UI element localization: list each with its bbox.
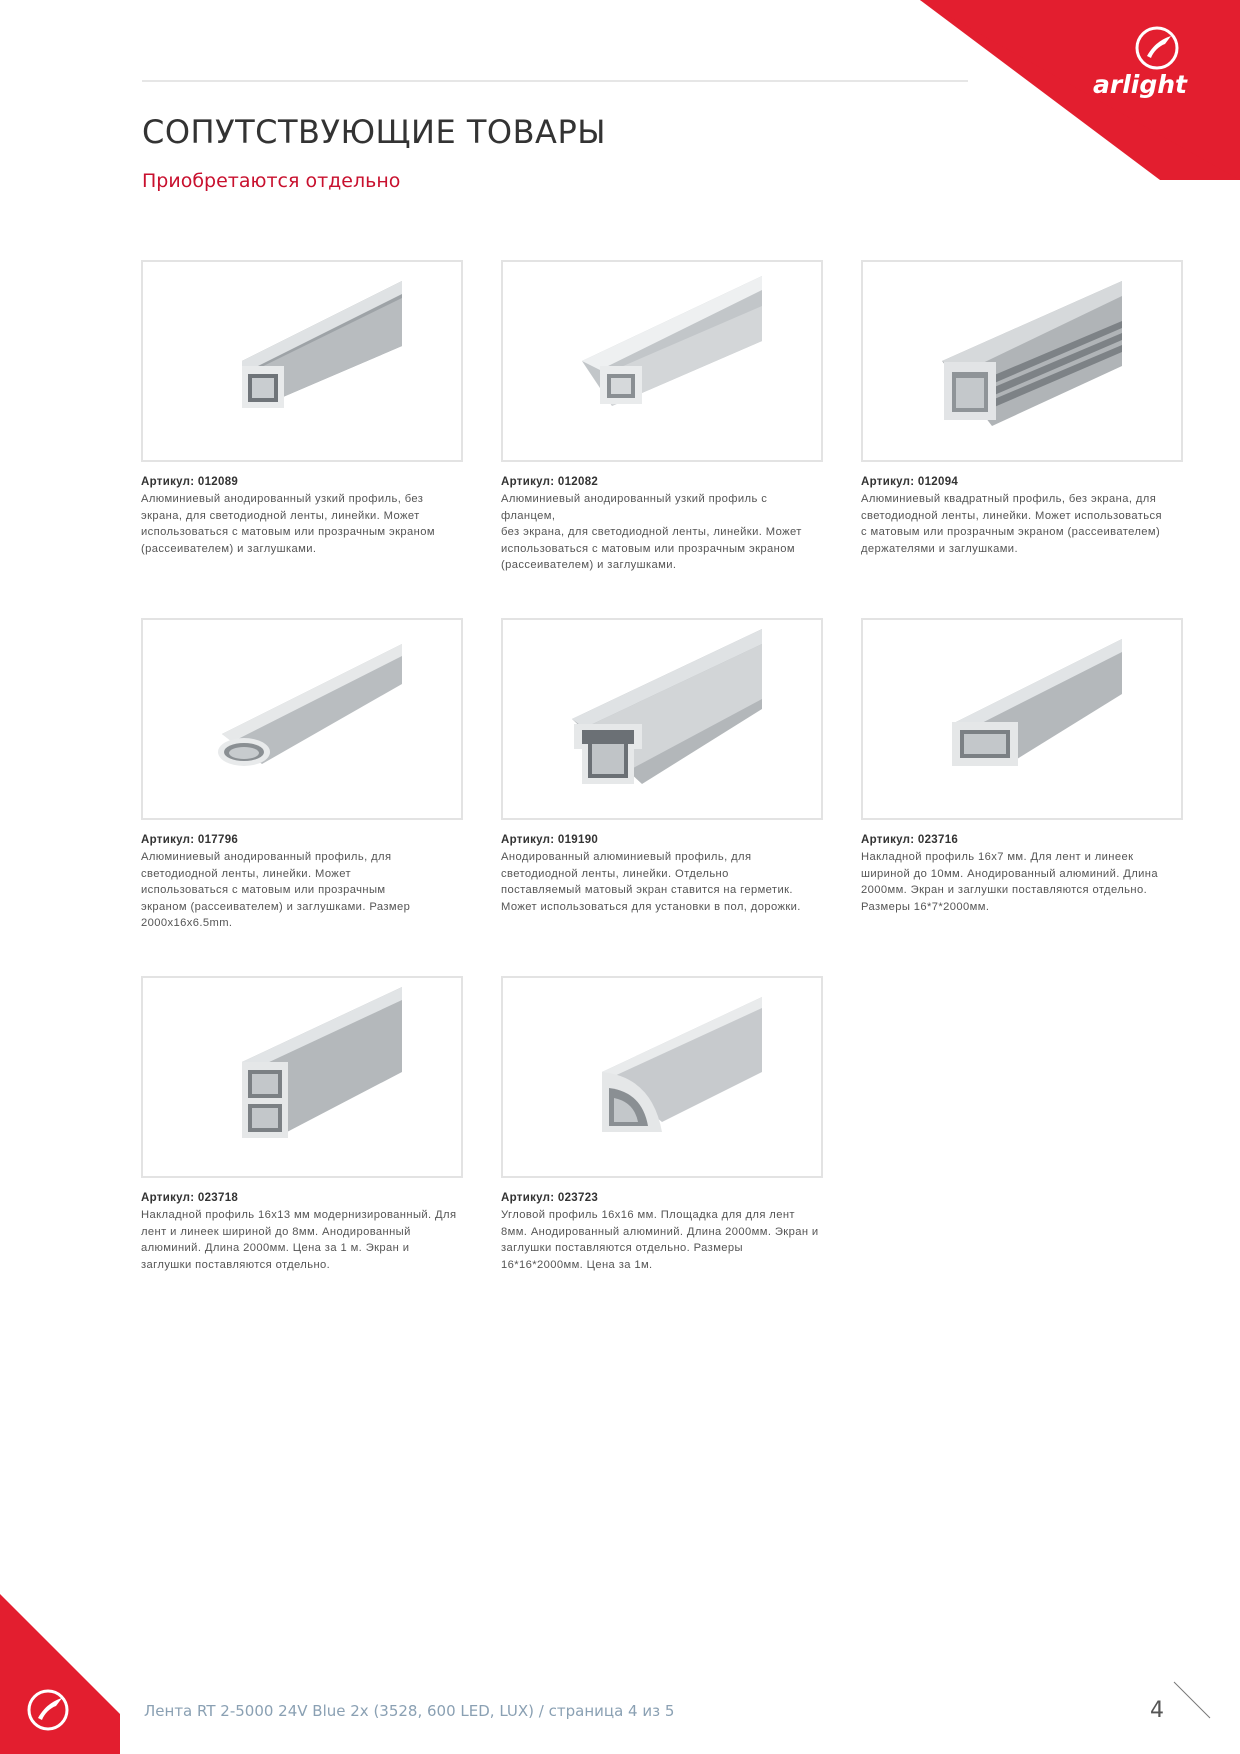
product-image-023723[interactable] — [501, 976, 823, 1178]
page-number: 4 — [1150, 1698, 1164, 1723]
product-image-023718[interactable] — [141, 976, 463, 1178]
product-image-012089[interactable] — [141, 260, 463, 462]
product-description: Алюминиевый анодированный узкий профиль с фланцем, без экрана, для светодиодной ленты, линейки. Может использоваться с матовым или прозрачным экраном (рассеивателем) и заглушками. — [501, 493, 802, 571]
article-number: Артикул: 012094 — [861, 476, 959, 488]
corner-profile-16x16-image — [512, 982, 812, 1172]
floor-profile-image — [512, 624, 812, 814]
top-divider — [142, 80, 968, 82]
product-card[interactable] — [501, 260, 823, 574]
product-card[interactable] — [501, 618, 823, 915]
product-card[interactable] — [141, 260, 463, 557]
brand-logo-corner[interactable] — [920, 0, 1240, 180]
narrow-profile-image — [152, 266, 452, 456]
product-image-012094[interactable] — [861, 260, 1183, 462]
page-title: СОПУТСТВУЮЩИЕ ТОВАРЫ — [142, 113, 606, 151]
product-image-017796[interactable] — [141, 618, 463, 820]
product-card[interactable] — [141, 976, 463, 1273]
product-description: Алюминиевый квадратный профиль, без экрана, для светодиодной ленты, линейки. Может использоваться с матовым или прозрачным экраном (рассеивателем) держателями и заглушками. — [861, 493, 1162, 555]
brand-logo-text: arlight — [1093, 70, 1187, 99]
article-number: Артикул: 019190 — [501, 834, 599, 846]
flat-profile-image — [152, 624, 452, 814]
product-description: Алюминиевый анодированный профиль, для светодиодной ленты, линейки. Может использоваться с матовым или прозрачным экраном (рассеивателем) и заглушками. Размер 2000x16x6.5mm. — [141, 851, 411, 929]
product-description: Анодированный алюминиевый профиль, для светодиодной ленты, линейки. Отдельно поставляемый матовый экран ставится на герметик. Может использоваться для установки в пол, дорожки. — [501, 851, 801, 913]
square-profile-image — [872, 266, 1172, 456]
page-corner-mark — [1172, 1680, 1212, 1720]
product-description: Накладной профиль 16x7 мм. Для лент и линеек шириной до 10мм. Анодированный алюминий. Длина 2000мм. Экран и заглушки поставляются отдельно. Размеры 16*7*2000мм. — [861, 851, 1158, 913]
footer-document-title: Лента RT 2-5000 24V Blue 2x (3528, 600 LED, LUX) / страница 4 из 5 — [144, 1702, 675, 1720]
article-number: Артикул: 012089 — [141, 476, 239, 488]
product-card[interactable] — [501, 976, 823, 1273]
product-card[interactable] — [861, 618, 1183, 915]
product-image-023716[interactable] — [861, 618, 1183, 820]
product-description: Алюминиевый анодированный узкий профиль, без экрана, для светодиодной ленты, линейки. Может использоваться с матовым или прозрачным экраном (рассеивателем) и заглушками. — [141, 493, 435, 555]
product-description: Угловой профиль 16x16 мм. Площадка для для лент 8мм. Анодированный алюминий. Длина 2000мм. Экран и заглушки поставляются отдельно. Размеры 16*16*2000мм. Цена за 1м. — [501, 1209, 819, 1271]
article-number: Артикул: 012082 — [501, 476, 599, 488]
footer-red-corner — [0, 1594, 120, 1754]
article-number: Артикул: 023716 — [861, 834, 959, 846]
product-description: Накладной профиль 16x13 мм модернизированный. Для лент и линеек шириной до 8мм. Анодированный алюминий. Длина 2000мм. Цена за 1 м. Экран и заглушки поставляются отдельно. — [141, 1209, 457, 1271]
page-subtitle: Приобретаются отдельно — [142, 170, 401, 192]
product-image-012082[interactable] — [501, 260, 823, 462]
article-number: Артикул: 023723 — [501, 1192, 599, 1204]
surface-profile-16x7-image — [872, 624, 1172, 814]
product-card[interactable] — [861, 260, 1183, 557]
surface-profile-16x13-image — [152, 982, 452, 1172]
product-image-019190[interactable] — [501, 618, 823, 820]
product-card[interactable] — [141, 618, 463, 932]
article-number: Артикул: 017796 — [141, 834, 239, 846]
article-number: Артикул: 023718 — [141, 1192, 239, 1204]
flange-profile-image — [512, 266, 812, 456]
